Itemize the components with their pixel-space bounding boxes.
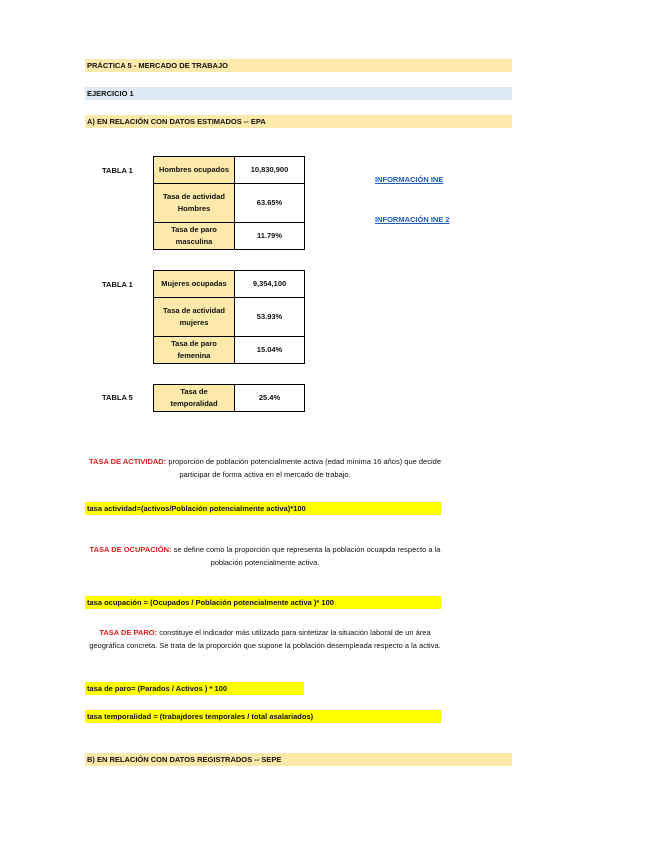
table-men: [153, 156, 305, 250]
text-actividad: proporción de población potencialmente activa (edad mínima 16 años) que decide participar de forma activa en el mercado de trabajo.: [166, 457, 441, 479]
row-label: Tasa de actividad mujeres: [154, 298, 235, 337]
link-informacion-ine[interactable]: INFORMACIÓN INE: [375, 175, 444, 184]
formula-temporalidad: tasa temporalidad = (trabajdores temporales / total asalariados): [85, 710, 441, 723]
formula-actividad: tasa actividad=(activos/Población potencialmente activa)*100: [85, 502, 441, 515]
table-row: [154, 271, 305, 298]
table-label-women: TABLA 1: [102, 280, 133, 289]
row-value: 53.93%: [235, 298, 305, 337]
table-row: [154, 337, 305, 364]
practice-title: PRÁCTICA 5 - MERCADO DE TRABAJO: [85, 59, 512, 72]
row-value: 11.79%: [235, 223, 305, 250]
formula-ocupacion: tasa ocupación = (Ocupados / Población potencialmente activa )* 100: [85, 596, 441, 609]
table-row: [154, 385, 305, 412]
row-value: 10,830,900: [235, 157, 305, 184]
table-row: [154, 184, 305, 223]
row-value: 25.4%: [235, 385, 305, 412]
definition-paro: [85, 626, 445, 652]
row-value: 9,354,100: [235, 271, 305, 298]
table-women: [153, 270, 305, 364]
formula-paro: tasa de paro= (Parados / Activos ) * 100: [85, 682, 304, 695]
definition-actividad: [85, 455, 445, 481]
table-row: [154, 298, 305, 337]
section-b-title: B) EN RELACIÓN CON DATOS REGISTRADOS -- SEPE: [85, 753, 512, 766]
text-paro: constituye el indicador más utilizado para sintetizar la situación laboral de un área geográfica concreta. Se trata de la proporción que supone la población desempleada respecto a la activa.: [89, 628, 441, 650]
table-row: [154, 223, 305, 250]
term-ocupacion: TASA DE OCUPACIÓN:: [89, 545, 172, 554]
table-label-temp: TABLA 5: [102, 393, 133, 402]
row-label: Tasa de temporalidad: [154, 385, 235, 412]
table-temporalidad: [153, 384, 305, 412]
row-label: Hombres ocupados: [154, 157, 235, 184]
link-informacion-ine-2[interactable]: INFORMACIÓN INE 2: [375, 215, 450, 224]
exercise-title: EJERCICIO 1: [85, 87, 512, 100]
section-a-title: A) EN RELACIÓN CON DATOS ESTIMADOS -- EPA: [85, 115, 512, 128]
row-value: 15.04%: [235, 337, 305, 364]
table-row: [154, 157, 305, 184]
row-label: Mujeres ocupadas: [154, 271, 235, 298]
row-label: Tasa de paro femenina: [154, 337, 235, 364]
definition-ocupacion: [85, 543, 445, 569]
term-actividad: TASA DE ACTIVIDAD:: [89, 457, 167, 466]
table-label-men: TABLA 1: [102, 166, 133, 175]
term-paro: TASA DE PARO:: [99, 628, 158, 637]
row-label: Tasa de actividad Hombres: [154, 184, 235, 223]
text-ocupacion: se define como la proporción que representa la población ocuapda respecto a la población potencialmente activa.: [171, 545, 441, 567]
row-label: Tasa de paro masculina: [154, 223, 235, 250]
row-value: 63.65%: [235, 184, 305, 223]
